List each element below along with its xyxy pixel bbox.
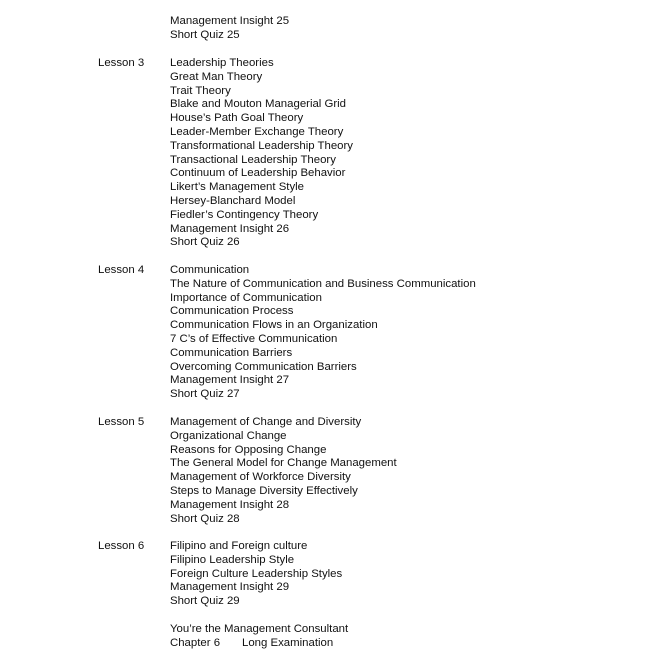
lesson-3-items (170, 57, 353, 250)
toc-entry: House’s Path Goal Theory (170, 112, 304, 125)
toc-entry: Communication (170, 264, 250, 276)
toc-entry: Transactional Leadership Theory (170, 153, 336, 166)
toc-entry: Blake and Mouton Managerial Grid (170, 98, 347, 111)
toc-entry: Importance of Communication (170, 291, 322, 304)
toc-entry: Transformational Leadership Theory (170, 139, 353, 152)
toc-entry: Management Insight 28 (170, 498, 290, 511)
toc-entry: Leadership Theories (170, 57, 274, 69)
toc-entry: Organizational Change (170, 429, 287, 442)
toc-entry: The General Model for Change Management (170, 457, 397, 470)
intro-items (170, 15, 289, 43)
toc-entry: Short Quiz 26 (170, 236, 240, 249)
lesson-5-label: Lesson 5 (98, 416, 145, 428)
toc-entry: Filipino and Foreign culture (170, 540, 308, 552)
long-examination-entry: Long Examination (242, 637, 334, 649)
toc-entry: Foreign Culture Leadership Styles (170, 567, 343, 580)
toc-entry: Short Quiz 29 (170, 595, 240, 608)
lesson-4-label: Lesson 4 (98, 264, 145, 276)
toc-entry: Short Quiz 28 (170, 512, 240, 525)
toc-entry: Management Insight 29 (170, 581, 290, 594)
lesson-6-items (170, 540, 342, 609)
toc-entry: Communication Process (170, 305, 294, 318)
toc-entry: Short Quiz 27 (170, 388, 240, 401)
toc-entry: Management Insight 26 (170, 222, 290, 235)
lesson-3-label: Lesson 3 (98, 57, 145, 69)
toc-entry: Communication Flows in an Organization (170, 319, 378, 332)
toc-entry: Management of Workforce Diversity (170, 471, 351, 484)
toc-entry: Likert’s Management Style (170, 181, 305, 194)
chapter-label: Chapter 6 (170, 637, 221, 649)
toc-entry: Leader-Member Exchange Theory (170, 125, 344, 138)
lesson-5-items (170, 416, 397, 526)
toc-entry: Trait Theory (170, 84, 231, 97)
toc-entry: Management Insight 25 (170, 15, 290, 27)
toc-entry: Filipino Leadership Style (170, 553, 295, 566)
toc-entry: Fiedler’s Contingency Theory (170, 208, 319, 221)
toc-entry: Overcoming Communication Barriers (170, 360, 357, 373)
toc-entry: Hersey-Blanchard Model (170, 194, 296, 207)
toc-entry: The Nature of Communication and Business Communication (170, 277, 476, 290)
toc-entry: Management of Change and Diversity (170, 416, 362, 428)
lesson-4-items (170, 264, 476, 402)
toc-entry: Continuum of Leadership Behavior (170, 167, 346, 180)
consultant-entry: You’re the Management Consultant (170, 623, 349, 635)
toc-entry: Short Quiz 25 (170, 28, 240, 41)
toc-entry: Communication Barriers (170, 346, 293, 359)
toc-entry: Steps to Manage Diversity Effectively (170, 484, 358, 497)
toc-entry: 7 C’s of Effective Communication (170, 332, 338, 345)
toc-entry: Great Man Theory (170, 70, 263, 83)
lesson-6-label: Lesson 6 (98, 540, 145, 552)
toc-entry: Reasons for Opposing Change (170, 443, 327, 456)
toc-entry: Management Insight 27 (170, 374, 290, 387)
